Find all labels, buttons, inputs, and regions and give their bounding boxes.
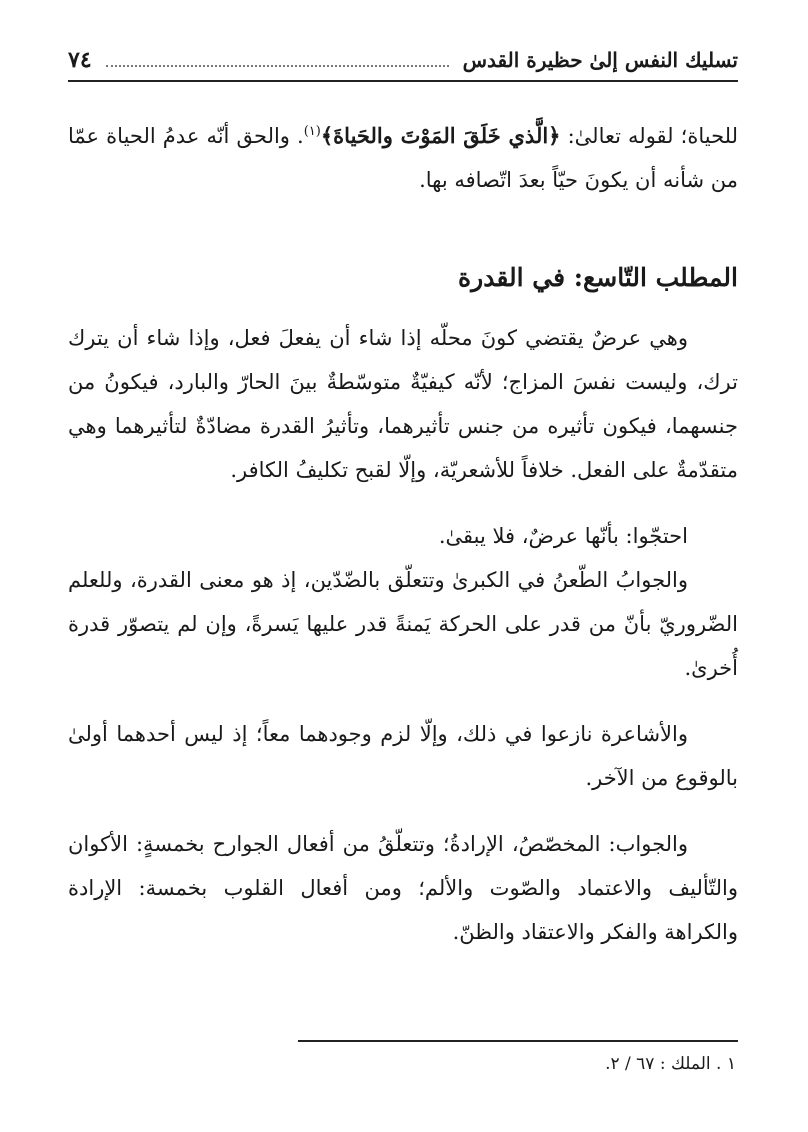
header-dotted-leader	[106, 65, 449, 67]
paragraph-4: والجوابُ الطّعنُ في الكبرىٰ وتتعلّق بالضّدّين، إذ هو معنى القدرة، وللعلم الضّروريّ بأنّ من قدر على الحركة يَمنةً قدر عليها يَسرةً، وإن لم يتصوّر قدرة أُخرىٰ.	[68, 568, 738, 680]
body-text	[68, 110, 738, 954]
paragraph-1-end: . والحق أنّه عدمُ الحياة عمّا من شأنه أن يكونَ حيّاً بعدَ اتّصافه بها.	[68, 124, 738, 192]
footnote-reference[interactable]: (١)	[303, 124, 321, 139]
paragraph-2: وهي عرضٌ يقتضي كونَ محلّه إذا شاء أن يفعلَ فعل، وإذا شاء أن يترك ترك، وليست نفسَ المزاج؛ لأنّه كيفيّةٌ متوسّطةٌ بينَ الحارّ والبارد، فيكونُ من جنسهما، فيكون تأثيره من جنس تأثيرهما، وتأثيرُ القدرة مضادّةٌ لتأثيرهما وهي متقدّمةٌ على الفعل. خلافاً للأشعريّة، وإلّا لقبح تكليفُ الكافر.	[68, 326, 738, 482]
paragraph-3: احتجّوا: بأنّها عرضٌ، فلا يبقىٰ.	[438, 524, 688, 548]
footnote: ١ . الملك : ٦٧ / ٢.	[605, 1054, 736, 1074]
paragraph-6: والجواب: المخصّصُ، الإرادةُ؛ وتتعلّقُ من أفعال الجوارح بخمسةٍ: الأكوان والتّأليف والاعتماد والصّوت والألم؛ ومن أفعال القلوب بخمسة: الإرادة والكراهة والفكر والاعتقاد والظنّ.	[68, 832, 738, 944]
page-header	[68, 40, 738, 82]
paragraph-1	[68, 110, 738, 202]
paragraph-5: والأشاعرة نازعوا في ذلك، وإلّا لزم وجودهما معاً؛ إذ ليس أحدهما أولىٰ بالوقوع من الآخر.	[68, 722, 738, 790]
page-number: ٧٤	[68, 47, 92, 73]
running-title: تسليك النفس إلىٰ حظيرة القدس	[462, 48, 738, 72]
quran-verse: ﴿الَّذي خَلَقَ المَوْتَ والحَياةَ﴾	[320, 123, 561, 148]
section-heading: المطلب التّاسع: في القدرة	[458, 263, 738, 292]
footnote-divider	[298, 1040, 738, 1042]
paragraph-1-start: للحياة؛ لقوله تعالىٰ:	[560, 124, 738, 148]
